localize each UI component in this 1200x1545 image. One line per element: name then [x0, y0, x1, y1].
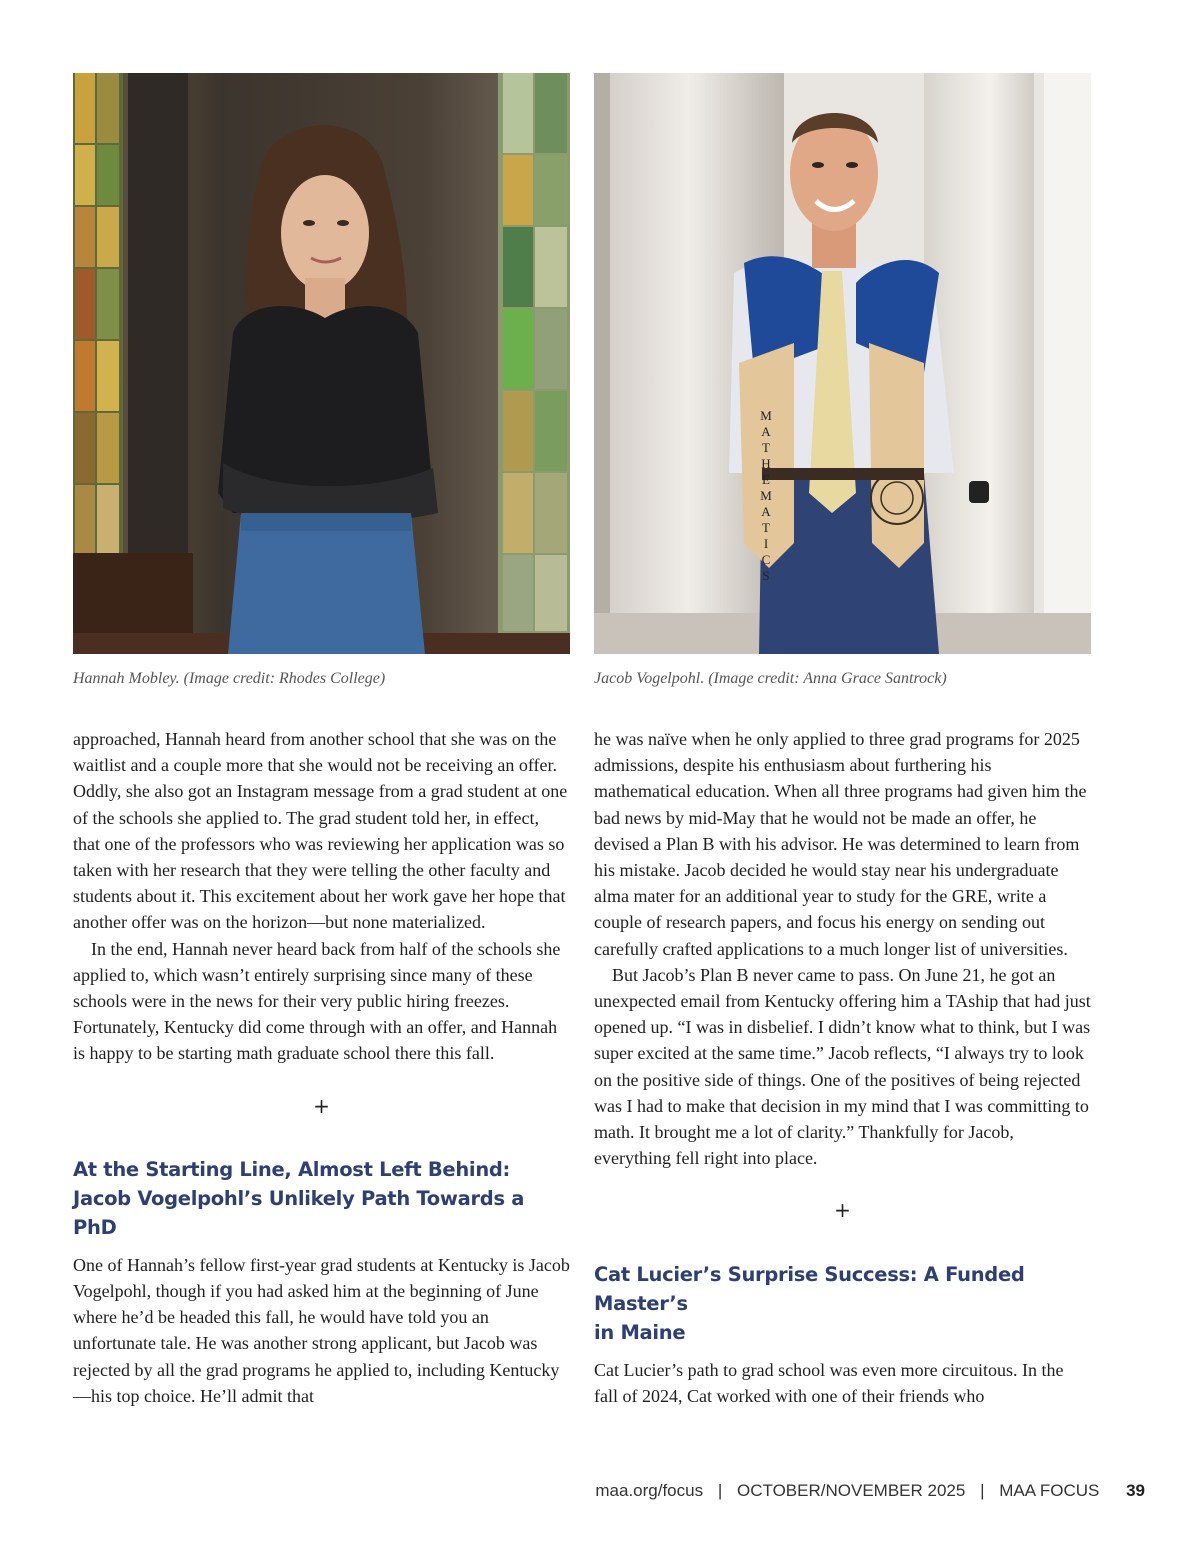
footer-url: maa.org/focus	[595, 1481, 704, 1500]
photo-hannah-mobley	[73, 73, 570, 654]
footer-separator: |	[717, 1481, 723, 1500]
paragraph: he was naïve when he only applied to three grad programs for 2025 admissions, despite his enthusiasm about furthering his mathematical education. When all three programs had given him the bad news by mid-May that he would not be made an offer, he devised a Plan B with his advisor. He was determined to learn from his mistake. Jacob decided he would stay near his undergraduate alma mater for an additional year to study for the GRE, write a couple of research papers, and focus his energy on sending out carefully crafted applications to a much longer list of universities.	[594, 729, 1087, 959]
paragraph: In the end, Hannah never heard back from half of the schools she applied to, which wasn’t entirely surprising since many of these schools were in the news for their very public hiring freezes. Fortunately, Kentucky did come through with an offer, and Hannah is happy to be starting math graduate school there this fall.	[73, 938, 561, 1064]
page-number: 39	[1126, 1481, 1145, 1500]
photo-jacob-vogelpohl	[594, 73, 1091, 654]
page-footer	[595, 1481, 1145, 1501]
left-column	[73, 726, 570, 1409]
section-heading-jacob	[73, 1155, 570, 1242]
section-divider: +	[834, 1198, 851, 1223]
section-heading-cat	[594, 1260, 1091, 1347]
footer-publication: MAA FOCUS	[999, 1481, 1100, 1500]
footer-separator: |	[980, 1481, 985, 1500]
paragraph: Cat Lucier’s path to grad school was even more circuitous. In the fall of 2024, Cat worked with one of their friends who	[594, 1359, 1064, 1406]
right-column	[594, 726, 1091, 1409]
caption-jacob: Jacob Vogelpohl. (Image credit: Anna Grace Santrock)	[594, 670, 947, 687]
heading-line: At the Starting Line, Almost Left Behind:	[73, 1157, 511, 1181]
heading-line: in Maine	[594, 1320, 686, 1344]
stole-text: MATHEMATICS	[758, 408, 774, 584]
paragraph: One of Hannah’s fellow first-year grad students at Kentucky is Jacob Vogelpohl, though if you had asked him at the beginning of June where he’d be headed this fall, he would have told you an unfortunate tale. He was another strong applicant, but Jacob was rejected by all the grad programs he applied to, including Kentucky—his top choice. He’ll admit that	[73, 1254, 570, 1406]
paragraph: approached, Hannah heard from another school that she was on the waitlist and a couple more that she would not be receiving an offer. Oddly, she also got an Instagram message from a grad student at one of the schools she applied to. The grad student told her, in effect, that one of the professors who was reviewing her application was so taken with her research that they were telling the other faculty and students about it. This excitement about her work gave her hope that another offer was on the horizon—but none materialized.	[73, 729, 568, 933]
section-divider: +	[313, 1093, 330, 1118]
caption-hannah: Hannah Mobley. (Image credit: Rhodes College)	[73, 670, 386, 687]
footer-issue: OCTOBER/NOVEMBER 2025	[737, 1481, 966, 1500]
heading-line: Jacob Vogelpohl’s Unlikely Path Towards a PhD	[73, 1186, 525, 1239]
heading-line: Cat Lucier’s Surprise Success: A Funded Master’s	[594, 1262, 1025, 1315]
paragraph: But Jacob’s Plan B never came to pass. On June 21, he got an unexpected email from Kentucky offering him a TAship that had just opened up. “I was in disbelief. I didn’t know what to think, but I was super excited at the same time.” Jacob reflects, “I always try to look on the positive side of things. One of the positives of being rejected was I had to make that decision in my mind that I was committing to math. It brought me a lot of clarity.” Thankfully for Jacob, everything fell right into place.	[594, 964, 1091, 1169]
